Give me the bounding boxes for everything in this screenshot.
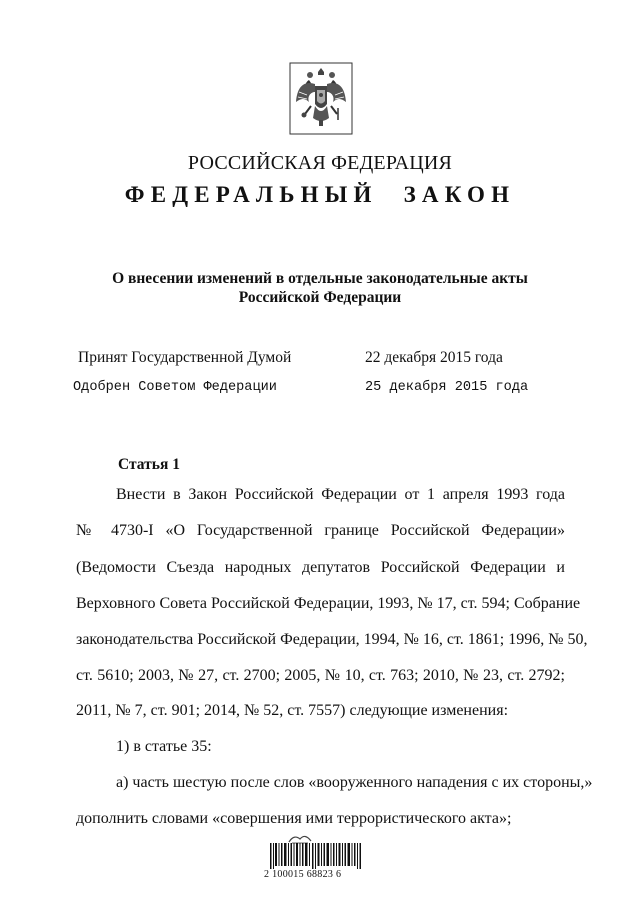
- sovet-date: 25 декабря 2015 года: [365, 380, 529, 395]
- article-text-line: а) часть шестую после слов «вооруженного нападения с их стороны,»: [116, 774, 593, 791]
- article-heading: Статья 1: [118, 456, 180, 473]
- coat-of-arms-emblem: [289, 62, 353, 135]
- barcode-image: [270, 843, 364, 869]
- country-name: РОССИЙСКАЯ ФЕДЕРАЦИЯ: [187, 152, 453, 174]
- duma-label: Принят Государственной Думой: [78, 349, 292, 366]
- article-text-line: Верховного Совета Российской Федерации, 1993, № 17, ст. 594; Собрание: [76, 595, 581, 612]
- approval-sovet-row: [73, 380, 533, 402]
- law-title: ФЕДЕРАЛЬНЫЙ ЗАКОН: [124, 182, 516, 207]
- article-text-line: Внести в Закон Российской Федерации от 1 апреля 1993 года: [116, 486, 565, 503]
- article-text-line: ст. 5610; 2003, № 27, ст. 2700; 2005, № 10, ст. 763; 2010, № 23, ст. 2792;: [76, 667, 565, 684]
- sovet-label: Одобрен Советом Федерации: [73, 380, 277, 395]
- article-text-line: 1) в статье 35:: [116, 738, 212, 755]
- article-text-line: № 4730-I «О Государственной границе Российской Федерации»: [76, 522, 565, 539]
- law-subject-line-2: Российской Федерации: [238, 289, 402, 306]
- article-text-line: дополнить словами «совершения ими террористического акта»;: [76, 810, 512, 827]
- article-text-line: (Ведомости Съезда народных депутатов Российской Федерации и: [76, 559, 565, 576]
- barcode-number: 2 100015 68823 6: [264, 869, 342, 880]
- law-subject-line-1: О внесении изменений в отдельные законодательные акты: [112, 270, 528, 287]
- adoption-duma-row: [78, 349, 528, 371]
- article-text-line: законодательства Российской Федерации, 1994, № 16, ст. 1861; 1996, № 50,: [76, 631, 588, 648]
- article-text-line: 2011, № 7, ст. 901; 2014, № 52, ст. 7557) следующие изменения:: [76, 702, 509, 719]
- law-subject: [0, 269, 640, 307]
- duma-date: 22 декабря 2015 года: [365, 349, 503, 366]
